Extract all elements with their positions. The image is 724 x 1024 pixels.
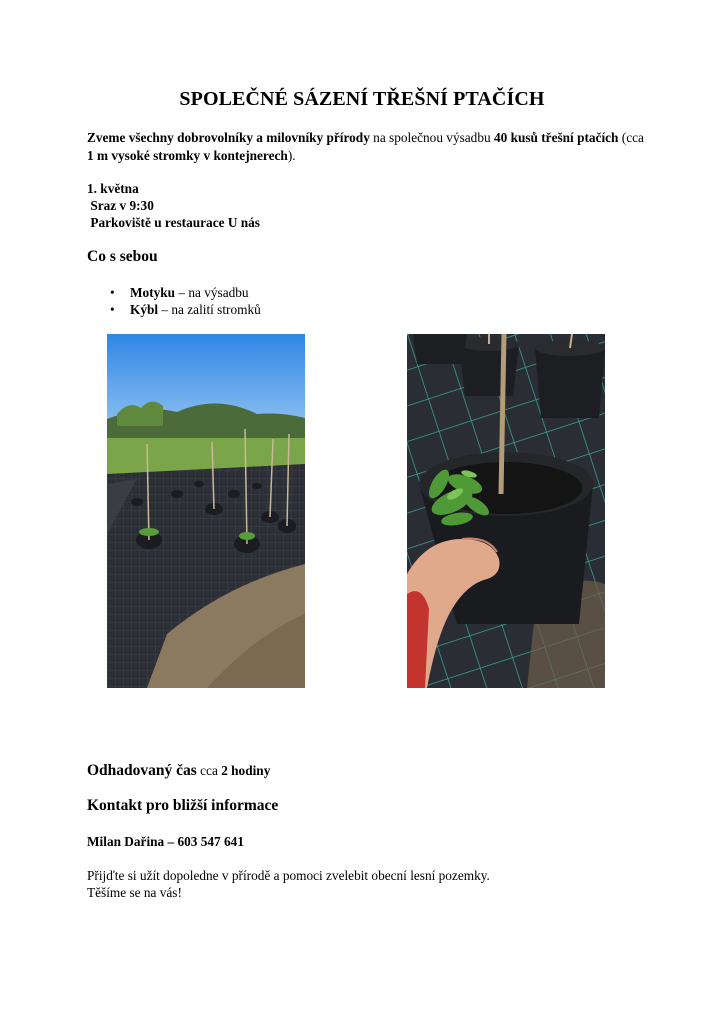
duration-line <box>87 762 270 780</box>
intro-paragraph <box>87 129 647 165</box>
item-name: Kýbl <box>130 302 159 317</box>
intro-text-2: (cca <box>618 130 644 145</box>
intro-bold-trees: 40 kusů třešní ptačích <box>493 130 619 145</box>
duration-label: Odhadovaný čas <box>87 762 197 779</box>
event-date: 1. května <box>87 181 139 196</box>
bring-heading: Co s sebou <box>87 248 158 265</box>
list-item <box>110 284 261 301</box>
field-photo-svg <box>107 334 305 688</box>
intro-bold-volunteers: Zveme všechny dobrovolníky a milovníky přírody <box>87 130 370 145</box>
closing-line-1: Přijďte si užít dopoledne v přírodě a pomoci zvelebit obecní lesní pozemky. <box>87 868 490 883</box>
list-item <box>110 301 261 318</box>
bring-list <box>110 284 261 318</box>
event-meeting-time: Sraz v 9:30 <box>87 198 154 213</box>
sapling-photo-svg <box>407 334 605 688</box>
item-name: Motyku <box>130 285 176 300</box>
photo-planted-field <box>107 334 305 688</box>
event-details <box>87 180 260 231</box>
bullet-icon: • <box>110 285 115 300</box>
intro-bold-size: 1 m vysoké stromky v kontejnerech <box>87 148 288 163</box>
intro-text-1: na společnou výsadbu <box>369 130 494 145</box>
item-desc: – na výsadbu <box>175 285 249 300</box>
item-desc: – na zalití stromků <box>158 302 261 317</box>
duration-value: 2 hodiny <box>221 763 271 778</box>
event-place: Parkoviště u restaurace U nás <box>87 215 260 230</box>
closing-paragraph <box>87 867 490 901</box>
photo-potted-sapling <box>407 334 605 688</box>
intro-text-3: ). <box>287 148 296 163</box>
bullet-icon: • <box>110 302 115 317</box>
duration-text: cca <box>196 763 222 778</box>
contact-person: Milan Dařina – 603 547 641 <box>87 834 244 849</box>
closing-line-2: Těšíme se na vás! <box>87 885 182 900</box>
contact-heading: Kontakt pro bližší informace <box>87 797 279 814</box>
page-title: SPOLEČNÉ SÁZENÍ TŘEŠNÍ PTAČÍCH <box>179 88 545 110</box>
